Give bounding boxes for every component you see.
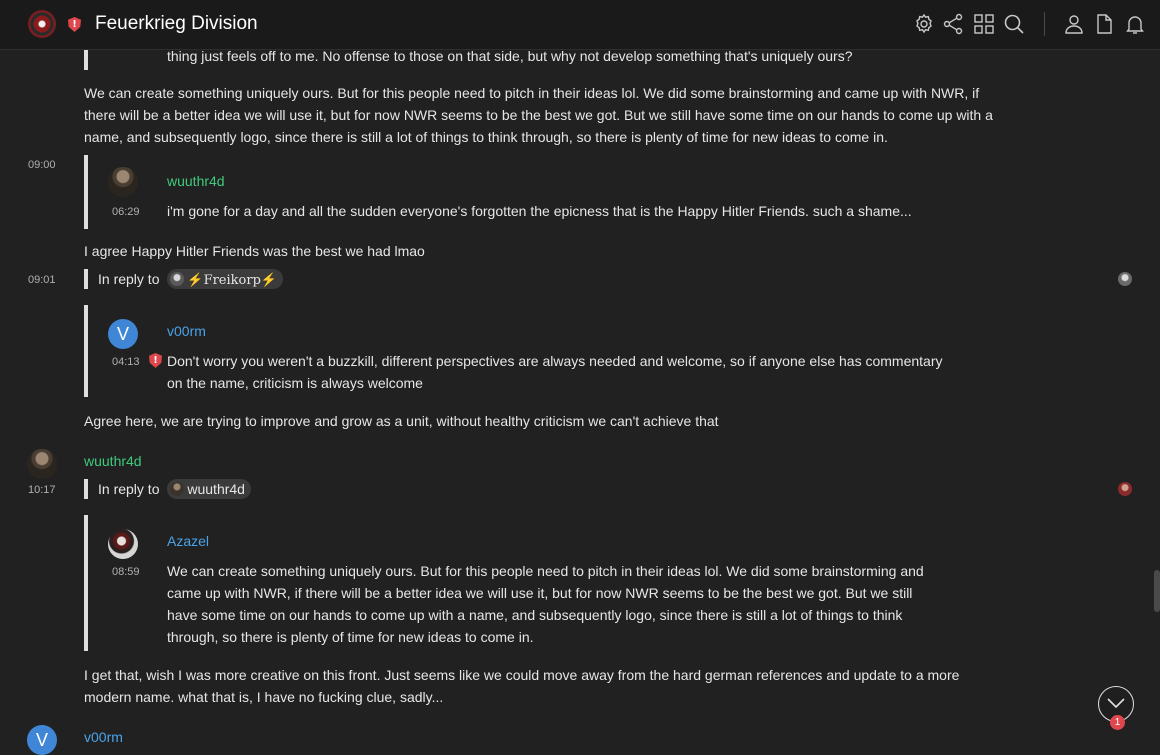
avatar[interactable]: V [27, 725, 57, 755]
avatar[interactable] [27, 449, 57, 479]
bolt-icon: ⚡ [260, 272, 278, 287]
message-author[interactable]: wuuthr4d [84, 453, 142, 469]
quote-text: i'm gone for a day and all the sudden everyone's forgotten the epicness that is the Happy Hitler Friends. such a shame... [167, 203, 912, 219]
bolt-icon: ⚡ [187, 272, 204, 287]
share-icon[interactable] [941, 12, 965, 36]
avatar[interactable] [108, 167, 138, 197]
avatar[interactable] [108, 529, 138, 559]
room-avatar[interactable] [28, 10, 56, 38]
quote-text: thing just feels off to me. No offense to those on that side, but why not develop something that's uniquely ours? [167, 48, 853, 64]
gear-icon[interactable] [912, 12, 936, 36]
user-pill-avatar [170, 272, 184, 286]
user-icon[interactable] [1062, 12, 1086, 36]
quoted-message [84, 515, 984, 651]
quote-text: Don't worry you weren't a buzzkill, different perspectives are always needed and welcome, so if anyone else has commentary on the name, criticism is always welcome [167, 353, 943, 391]
chevron-down-icon [1107, 697, 1125, 709]
quote-text: We can create something uniquely ours. But for this people need to pitch in their ideas lol. We did some brainstorming and came up with NWR, if there will be a better idea we will use it, but for now NWR seems to be the best we got. But we still have some time on our hands to come up with a name, and subsequently logo, since there is still a lot of things to think through, so there is plenty of time for new ideas to come in. [167, 563, 924, 645]
user-pill[interactable]: ⚡Freikorp⚡ [167, 269, 283, 289]
message-author[interactable]: v00rm [84, 729, 123, 745]
unread-count-badge: 1 [1110, 715, 1125, 730]
quote-author[interactable]: Azazel [167, 533, 210, 549]
message-time: 10:17 [28, 484, 56, 496]
quoted-message [84, 50, 984, 70]
reply-prefix: In reply to [98, 271, 160, 287]
room-title[interactable]: Feuerkrieg Division [95, 13, 258, 34]
message-text: I agree Happy Hitler Friends was the best we had lmao [84, 243, 425, 259]
reply-prefix: In reply to [98, 481, 160, 497]
quote-time: 06:29 [112, 206, 140, 218]
message-text: We can create something uniquely ours. But for this people need to pitch in their ideas lol. We did some brainstorming and came up with NWR, if there will be a better idea we will use it, but for now NWR seems to be the best we got. But we still have some time on our hands to come up with a name, and subsequently logo, since there is still a lot of things to think through, so there is plenty of time for new ideas to come in. [84, 85, 993, 145]
grid-icon[interactable] [972, 12, 996, 36]
message-time: 09:01 [28, 274, 56, 286]
reply-header[interactable] [84, 269, 283, 289]
reply-header[interactable] [84, 479, 251, 499]
file-icon[interactable] [1092, 12, 1116, 36]
read-receipt-avatar[interactable] [1118, 482, 1132, 496]
quote-author[interactable]: wuuthr4d [167, 173, 225, 189]
shield-alert-icon [68, 17, 81, 32]
message-text: I get that, wish I was more creative on this front. Just seems like we could move away from the hard german references and update to a more modern name. what that is, I have no fucking clue, sadly... [84, 667, 960, 705]
user-pill-avatar [170, 482, 184, 496]
avatar[interactable]: V [108, 319, 138, 349]
read-receipt-avatar[interactable] [1118, 272, 1132, 286]
search-icon[interactable] [1002, 12, 1026, 36]
shield-alert-icon [149, 353, 162, 368]
quote-time: 08:59 [112, 566, 140, 578]
bell-icon[interactable] [1123, 12, 1147, 36]
quote-time: 04:13 [112, 356, 140, 368]
scrollbar-thumb[interactable] [1154, 570, 1160, 612]
room-header [0, 0, 1160, 50]
message-text: Agree here, we are trying to improve and grow as a unit, without healthy criticism we can't achieve that [84, 413, 719, 429]
message-time: 09:00 [28, 159, 56, 171]
quoted-message [84, 155, 984, 229]
quoted-message [84, 305, 984, 397]
header-divider [1044, 12, 1045, 36]
quote-author[interactable]: v00rm [167, 323, 206, 339]
user-pill[interactable]: wuuthr4d [167, 479, 251, 499]
